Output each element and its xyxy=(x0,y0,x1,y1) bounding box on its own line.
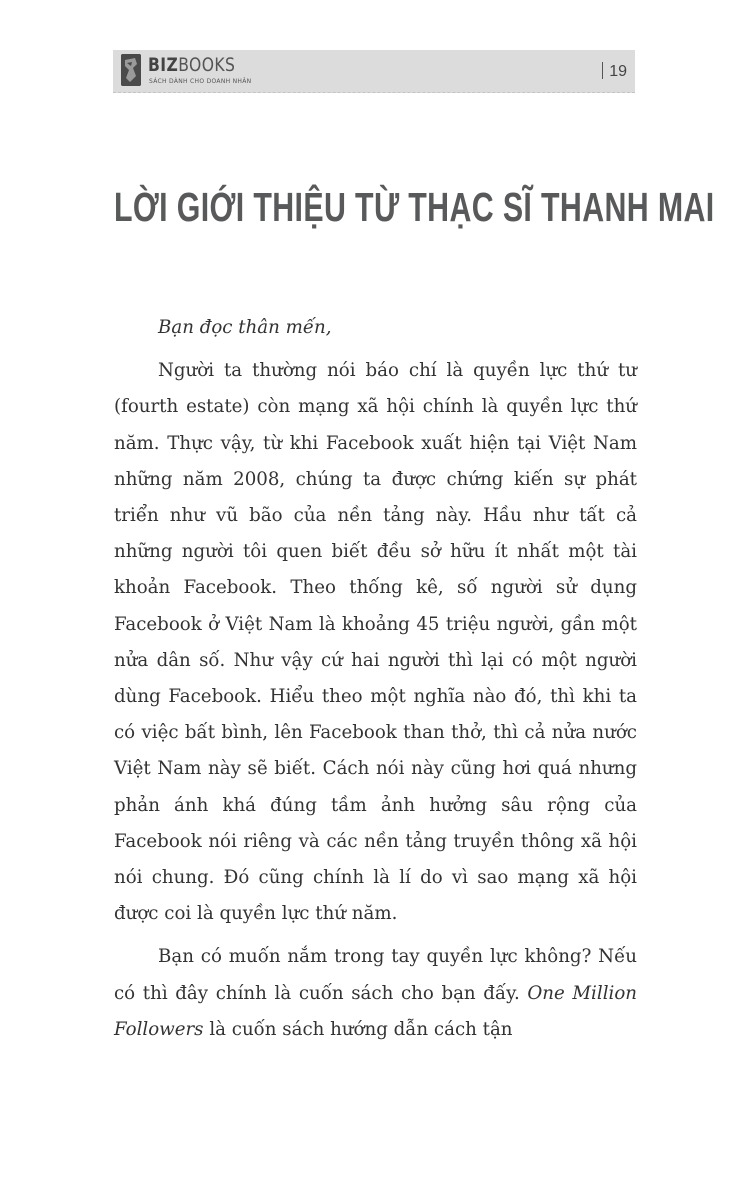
paragraph-text: Bạn có muốn nắm trong tay quyền lực không? Nếu có thì đây chính là cuốn sách cho bạn đấy. xyxy=(114,946,637,1004)
chapter-title: LỜI GIỚI THIỆU TỪ THẠC SĨ THANH MAI xyxy=(114,184,715,230)
book-title: One Million Followers xyxy=(114,982,637,1040)
bizbooks-logo-icon xyxy=(121,54,141,86)
page-number-value: 19 xyxy=(609,63,627,80)
page-number-separator xyxy=(602,62,603,79)
paragraph: Người ta thường nói báo chí là quyền lực thứ tư (fourth estate) còn mạng xã hội chính là quyền lực thứ năm. Thực vậy, từ khi Facebook xuất hiện tại Việt Nam những năm 2008, chúng ta được chứng kiến sự phát triển như vũ bão của nền tảng này. Hầu như tất cả những người tôi quen biết đều sở hữu ít nhất một tài khoản Facebook. Theo thống kê, số người sử dụng Facebook ở Việt Nam là khoảng 45 triệu người, gần một nửa dân số. Như vậy cứ hai người thì lại có một người dùng Facebook. Hiểu theo một nghĩa nào đó, thì khi ta có việc bất bình, lên Facebook than thở, thì cả nửa nước Việt Nam này sẽ biết. Cách nói này cũng hơi quá nhưng phản ánh khá đúng tầm ảnh hưởng sâu rộng của Facebook nói riêng và các nền tảng truyền thông xã hội nói chung. Đó cũng chính là lí do vì sao mạng xã hội được coi là quyền lực thứ năm. xyxy=(114,360,637,925)
salutation: Bạn đọc thân mến, xyxy=(158,317,332,338)
body-text xyxy=(114,310,637,1048)
brand-rest: BOOKS xyxy=(178,54,236,76)
brand-logo-text xyxy=(148,55,235,75)
running-header xyxy=(113,50,635,93)
paragraph-text: là cuốn sách hướng dẫn cách tận xyxy=(203,1018,513,1040)
brand-bold: BIZ xyxy=(148,54,179,76)
brand-tagline: SÁCH DÀNH CHO DOANH NHÂN xyxy=(149,78,252,85)
paragraph xyxy=(114,939,637,1048)
page-number xyxy=(602,62,627,81)
